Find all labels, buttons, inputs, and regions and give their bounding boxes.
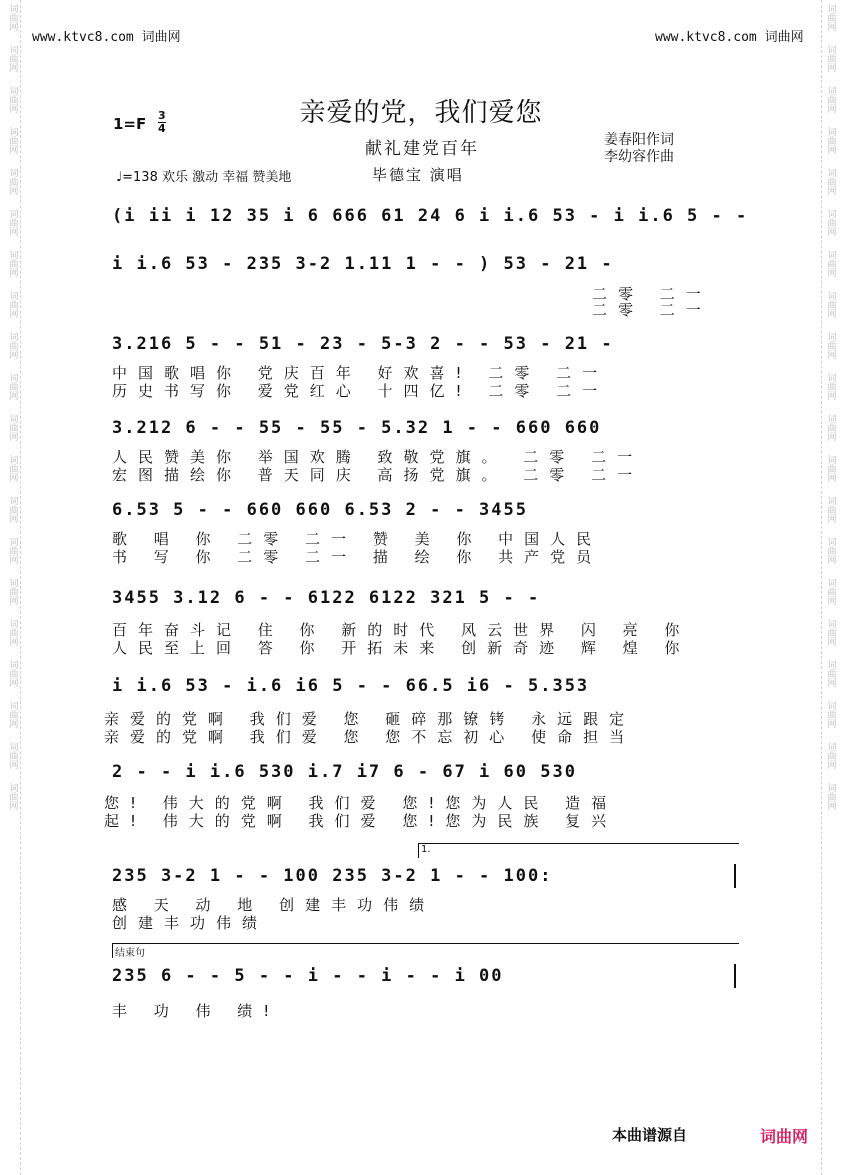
lyric-line-3b: 历史书写你 爱党红心 十四亿! 二零 二一 bbox=[112, 382, 609, 400]
watermark-text: 词曲网 bbox=[825, 332, 836, 359]
notation-line-8: 2 - - i i.6 530 i.7 i7 6 - 67 i 60 530 bbox=[112, 762, 577, 782]
watermark-text: 词曲网 bbox=[7, 537, 18, 564]
key-signature: 1=F bbox=[113, 115, 147, 133]
watermark-text: 词曲网 bbox=[7, 209, 18, 236]
watermark-text: 词曲网 bbox=[825, 742, 836, 769]
lyric-line-4b: 宏图描绘你 普天同庆 高扬党旗。 二零 二一 bbox=[112, 466, 644, 484]
lyric-line-10: 丰 功 伟 绩! bbox=[112, 1002, 281, 1020]
watermark-text: 词曲网 bbox=[7, 783, 18, 810]
time-signature bbox=[158, 110, 166, 135]
watermark-text: 词曲网 bbox=[7, 578, 18, 605]
volta-label: 1. bbox=[421, 844, 431, 855]
lyric-line-5b: 书 写 你 二零 二一 描 绘 你 共产党员 bbox=[112, 548, 603, 566]
lyric-line-2a: 二零 二一 bbox=[592, 285, 712, 303]
first-ending-bracket bbox=[418, 843, 739, 858]
lyric-line-2b: 二零 二一 bbox=[592, 301, 712, 319]
lyric-line-4a: 人民赞美你 举国欢腾 致敬党旗。 二零 二一 bbox=[112, 448, 644, 466]
repeat-barline bbox=[734, 864, 736, 888]
watermark-text: 词曲网 bbox=[825, 578, 836, 605]
watermark-text: 词曲网 bbox=[7, 291, 18, 318]
footer-brand-link[interactable]: 词曲网 bbox=[760, 1127, 809, 1146]
watermark-text: 词曲网 bbox=[825, 4, 836, 31]
watermark-text: 词曲网 bbox=[825, 291, 836, 318]
watermark-text: 词曲网 bbox=[7, 619, 18, 646]
watermark-text: 词曲网 bbox=[7, 4, 18, 31]
watermark-text: 词曲网 bbox=[7, 86, 18, 113]
ending-label: 结束句 bbox=[115, 948, 145, 959]
watermark-text: 词曲网 bbox=[7, 250, 18, 277]
tempo-marking: ♩=138 欢乐 激动 幸福 赞美地 bbox=[116, 170, 292, 185]
notation-line-4: 3.212 6 - - 55 - 55 - 5.32 1 - - 660 660 bbox=[112, 418, 602, 438]
lyric-line-8a: 您! 伟大的党啊 我们爱 您!您为人民 造福 bbox=[104, 794, 618, 812]
site-url-right[interactable]: www.ktvc8.com 词曲网 bbox=[655, 30, 804, 45]
notation-line-2: i i.6 53 - 235 3-2 1.11 1 - - ) 53 - 21 - bbox=[112, 254, 614, 274]
lyric-line-9b: 创建丰功伟绩 bbox=[112, 914, 269, 932]
lyric-line-7b: 亲爱的党啊 我们爱 您 您不忘初心 使命担当 bbox=[104, 728, 636, 746]
site-url-left[interactable]: www.ktvc8.com 词曲网 bbox=[32, 30, 181, 45]
watermark-text: 词曲网 bbox=[7, 701, 18, 728]
singer-credit: 毕德宝 演唱 bbox=[372, 166, 464, 184]
left-watermark-strip bbox=[4, 0, 21, 1175]
final-barline bbox=[734, 964, 736, 988]
watermark-text: 词曲网 bbox=[825, 86, 836, 113]
watermark-text: 词曲网 bbox=[7, 414, 18, 441]
watermark-text: 词曲网 bbox=[825, 619, 836, 646]
watermark-text: 词曲网 bbox=[825, 537, 836, 564]
song-title: 亲爱的党，我们爱您 bbox=[299, 98, 543, 128]
notation-line-7: i i.6 53 - i.6 i6 5 - - 66.5 i6 - 5.353 bbox=[112, 676, 590, 696]
watermark-text: 词曲网 bbox=[825, 373, 836, 400]
watermark-text: 词曲网 bbox=[825, 496, 836, 523]
watermark-text: 词曲网 bbox=[825, 701, 836, 728]
notation-line-3: 3.216 5 - - 51 - 23 - 5-3 2 - - 53 - 21 - bbox=[112, 334, 614, 354]
notation-line-1: (i ii i 12 35 i 6 666 61 24 6 i i.6 53 - i i.6 5 - - bbox=[112, 206, 749, 226]
notation-line-9: 235 3-2 1 - - 100 235 3-2 1 - - 100: bbox=[112, 866, 553, 886]
watermark-text: 词曲网 bbox=[7, 127, 18, 154]
song-subtitle: 献礼建党百年 bbox=[365, 139, 479, 159]
watermark-text: 词曲网 bbox=[7, 455, 18, 482]
watermark-text: 词曲网 bbox=[825, 455, 836, 482]
notation-line-5: 6.53 5 - - 660 660 6.53 2 - - 3455 bbox=[112, 500, 528, 520]
lyric-line-9a: 感 天 动 地 创建丰功伟绩 bbox=[112, 896, 436, 914]
right-watermark-strip bbox=[821, 0, 838, 1175]
watermark-text: 词曲网 bbox=[825, 783, 836, 810]
watermark-text: 词曲网 bbox=[825, 250, 836, 277]
source-label: 本曲谱源自 bbox=[612, 1126, 688, 1144]
watermark-text: 词曲网 bbox=[7, 45, 18, 72]
watermark-text: 词曲网 bbox=[825, 45, 836, 72]
watermark-text: 词曲网 bbox=[825, 660, 836, 687]
watermark-text: 词曲网 bbox=[825, 209, 836, 236]
lyric-line-3a: 中国歌唱你 党庆百年 好欢喜! 二零 二一 bbox=[112, 364, 609, 382]
watermark-text: 词曲网 bbox=[825, 168, 836, 195]
lyric-line-6a: 百年奋斗记 住 你 新的时代 风云世界 闪 亮 你 bbox=[112, 621, 691, 639]
watermark-text: 词曲网 bbox=[7, 742, 18, 769]
notation-line-6: 3455 3.12 6 - - 6122 6122 321 5 - - bbox=[112, 588, 541, 608]
watermark-text: 词曲网 bbox=[7, 373, 18, 400]
watermark-text: 词曲网 bbox=[7, 496, 18, 523]
lyric-line-5a: 歌 唱 你 二零 二一 赞 美 你 中国人民 bbox=[112, 530, 603, 548]
watermark-text: 词曲网 bbox=[825, 127, 836, 154]
notation-line-10: 235 6 - - 5 - - i - - i - - i 00 bbox=[112, 966, 504, 986]
lyricist-credit: 姜春阳作词 bbox=[604, 132, 674, 148]
watermark-text: 词曲网 bbox=[825, 414, 836, 441]
watermark-text: 词曲网 bbox=[7, 332, 18, 359]
meter-bottom: 4 bbox=[158, 122, 166, 135]
lyric-line-8b: 起! 伟大的党啊 我们爱 您!您为民族 复兴 bbox=[104, 812, 618, 830]
lyric-line-7a: 亲爱的党啊 我们爱 您 砸碎那镣铐 永远跟定 bbox=[104, 710, 636, 728]
watermark-text: 词曲网 bbox=[7, 168, 18, 195]
composer-credit: 李幼容作曲 bbox=[604, 149, 674, 165]
ending-bracket bbox=[112, 943, 739, 958]
meter-top: 3 bbox=[158, 109, 166, 122]
watermark-text: 词曲网 bbox=[7, 660, 18, 687]
lyric-line-6b: 人民至上回 答 你 开拓未来 创新奇迹 辉 煌 你 bbox=[112, 639, 691, 657]
